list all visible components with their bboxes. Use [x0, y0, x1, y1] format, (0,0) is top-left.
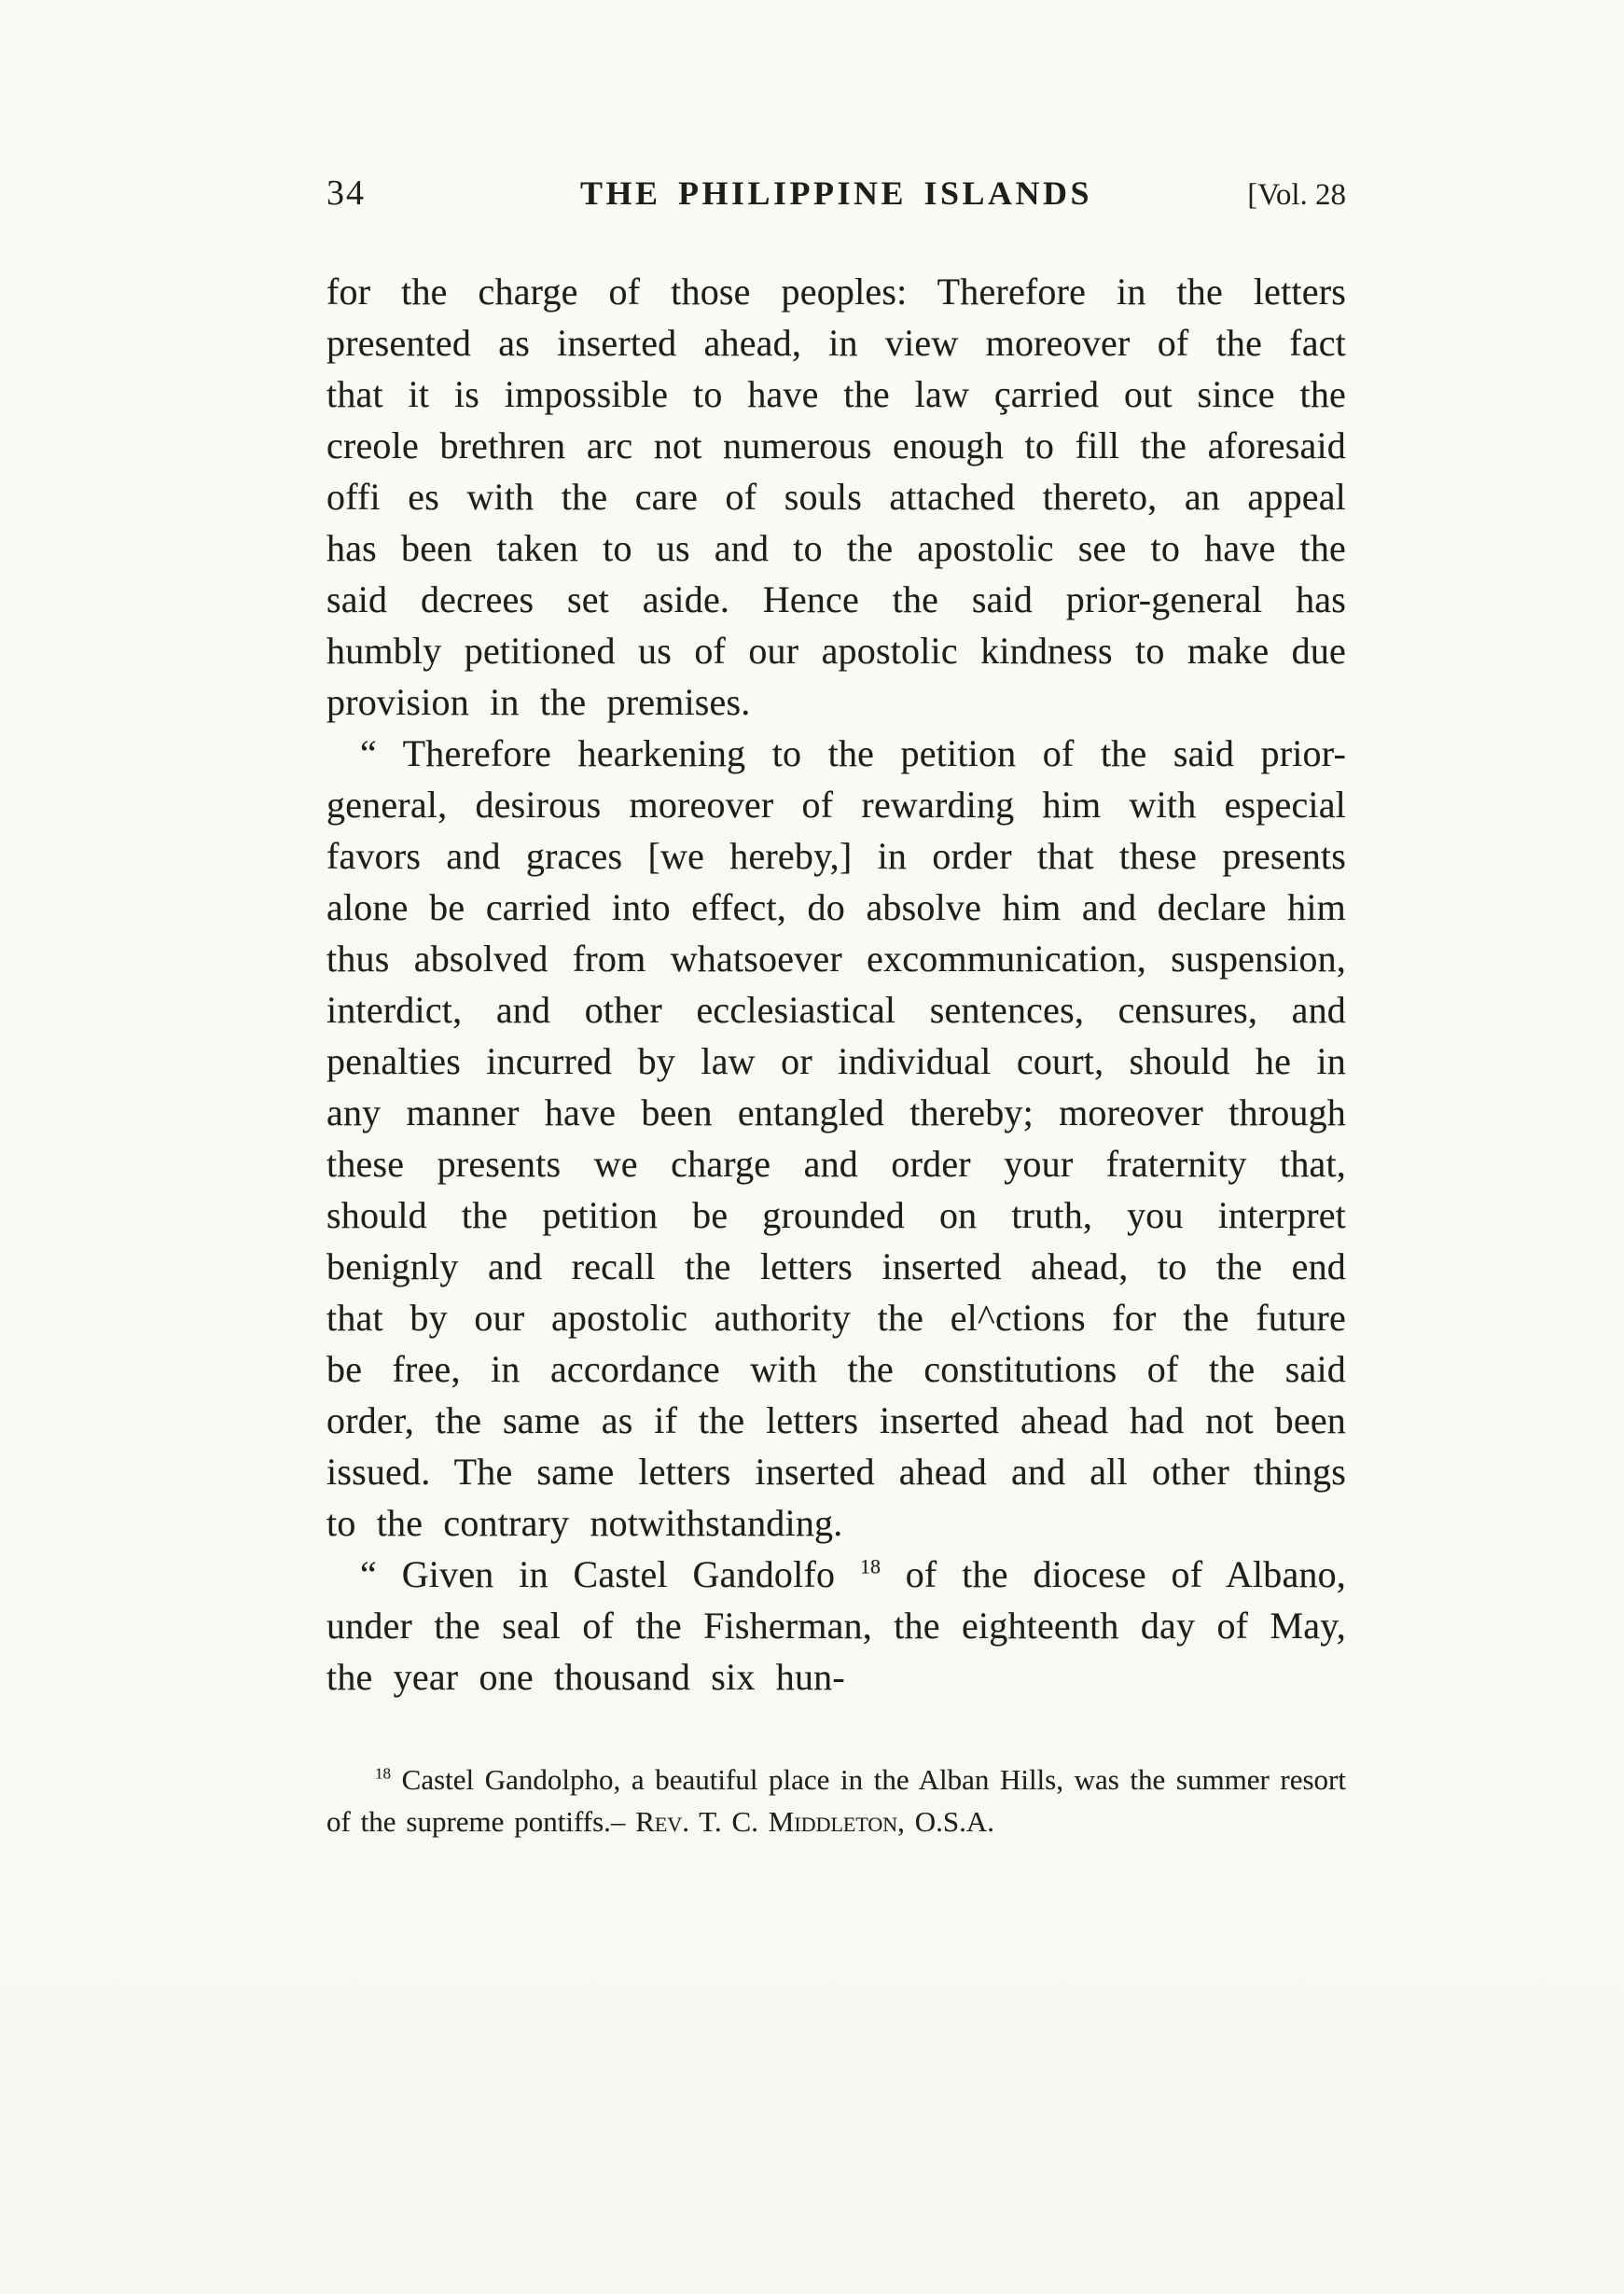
paragraph-given — [326, 1549, 1346, 1703]
footnote-section — [326, 1759, 1346, 1842]
paragraph-therefore: “ Therefore hearkening to the petition of the said prior-general, desirous moreover of rewarding him with especial favors and graces [we hereby,] in order that these presents alone be carried into effect, do absolve him and declare him thus absolved from whatsoever excommunication, suspension, interdict, and other ecclesiastical sentences, censures, and penalties incurred by law or individual court, should he in any manner have been entangled thereby; moreover through these presents we charge and order your fraternity that, should the petition be grounded on truth, you interpret benignly and recall the letters inserted ahead, to the end that by our apostolic authority the el^ctions for the future be free, in accordance with the constitutions of the said order, the same as if the letters inserted ahead had not been issued. The same letters inserted ahead and all other things to the contrary notwithstanding. — [326, 732, 1346, 1544]
paragraph-continued: for the charge of those peoples: Therefore in the letters presented as inserted ahead, in view moreover of the fact that it is impossible to have the law çarried out since the creole brethren arc not numerous enough to fill the aforesaid offi es with the care of souls attached thereto, an appeal has been taken to us and to the apostolic see to have the said decrees set aside. Hence the said prior-general has humbly petitioned us of our apostolic kindness to make due provision in the premises. — [326, 271, 1346, 723]
footnote-text — [326, 1759, 1346, 1842]
footnote-body: Castel Gandolpho, a beautiful place in the Alban Hills, was the summer resort of the supreme pontiffs.– — [326, 1763, 1346, 1838]
volume-label: [Vol. 28 — [1247, 178, 1346, 212]
footnote-marker: 18 — [375, 1764, 392, 1783]
footnote-reference-icon: 18 — [859, 1554, 881, 1578]
footnote-attribution: Rev. T. C. Middleton — [635, 1805, 898, 1838]
page-header — [326, 173, 1346, 214]
paragraph-text-continuation: of the diocese of Albano, under the seal of the Fisherman, the eighteenth day of May, the year one thousand six hun- — [326, 1553, 1346, 1698]
paragraph-text: “ Given in Castel Gandolfo — [360, 1553, 860, 1595]
page-number: 34 — [326, 174, 366, 213]
running-title: THE PHILIPPINE ISLANDS — [579, 174, 1093, 212]
body-text — [326, 266, 1346, 1703]
footnote-suffix: , O.S.A. — [897, 1805, 995, 1838]
